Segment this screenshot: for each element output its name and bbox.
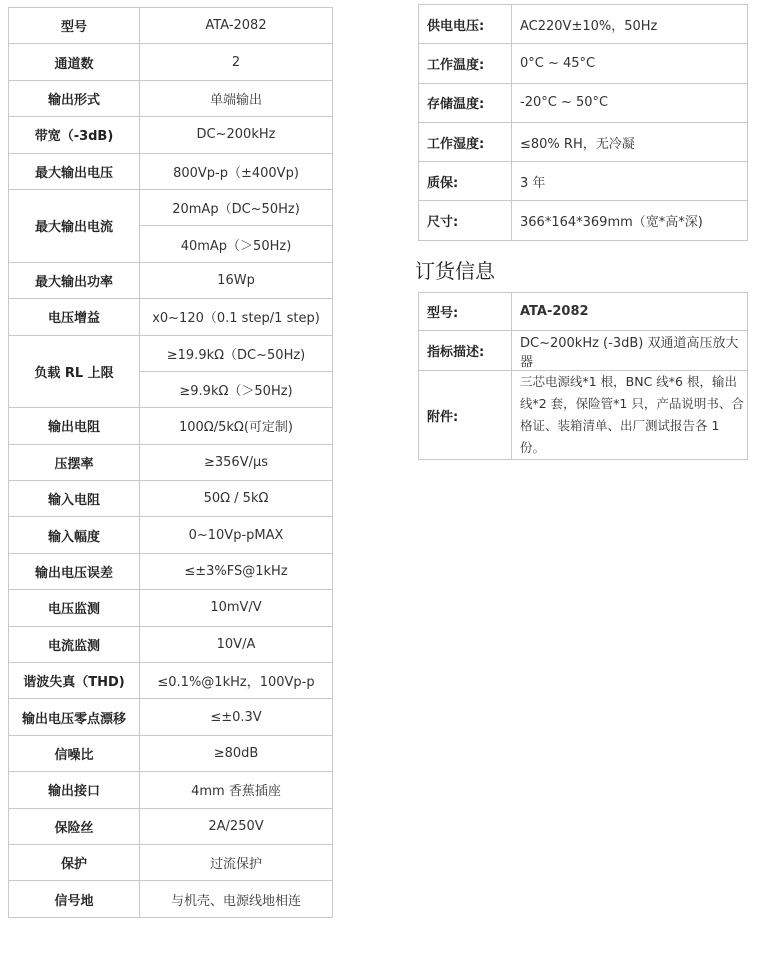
spec-row-fuse bbox=[9, 808, 333, 844]
spec-row-load bbox=[9, 335, 333, 371]
env-row-operating-temp bbox=[419, 44, 748, 83]
spec-value: 4mm 香蕉插座 bbox=[140, 772, 333, 808]
env-row-dimensions bbox=[419, 201, 748, 240]
spec-value: ≤±3%FS@1kHz bbox=[140, 553, 333, 589]
spec-row-zero-drift bbox=[9, 699, 333, 735]
spec-label: 输出电阻 bbox=[9, 408, 140, 444]
order-info-table bbox=[418, 292, 748, 460]
spec-row-output-form bbox=[9, 80, 333, 116]
spec-value: ≥356V/μs bbox=[140, 444, 333, 480]
spec-label: 保护 bbox=[9, 844, 140, 880]
order-row-description bbox=[419, 331, 748, 371]
env-row-power bbox=[419, 5, 748, 44]
order-value: ATA-2082 bbox=[512, 293, 748, 331]
env-value: -20°C ~ 50°C bbox=[512, 83, 748, 122]
spec-label: 输入幅度 bbox=[9, 517, 140, 553]
env-value: 366*164*369mm（宽*高*深) bbox=[512, 201, 748, 240]
spec-row-input-resistance bbox=[9, 481, 333, 517]
spec-value: ATA-2082 bbox=[140, 8, 333, 44]
spec-value: 10V/A bbox=[140, 626, 333, 662]
spec-label: 型号 bbox=[9, 8, 140, 44]
spec-value: 与机壳、电源线地相连 bbox=[140, 881, 333, 917]
env-value: 3 年 bbox=[512, 162, 748, 201]
env-label: 工作温度: bbox=[419, 44, 512, 83]
order-row-accessories bbox=[419, 371, 748, 460]
spec-value: 单端输出 bbox=[140, 80, 333, 116]
spec-value: 过流保护 bbox=[140, 844, 333, 880]
spec-label: 通道数 bbox=[9, 44, 140, 80]
spec-label: 压摆率 bbox=[9, 444, 140, 480]
spec-row-max-current bbox=[9, 189, 333, 225]
spec-label: 电压监测 bbox=[9, 590, 140, 626]
spec-row-thd bbox=[9, 663, 333, 699]
spec-row-voltage-error bbox=[9, 553, 333, 589]
spec-label: 保险丝 bbox=[9, 808, 140, 844]
spec-value: 50Ω / 5kΩ bbox=[140, 481, 333, 517]
env-label: 工作湿度: bbox=[419, 122, 512, 161]
spec-label: 最大输出功率 bbox=[9, 262, 140, 298]
env-row-storage-temp bbox=[419, 83, 748, 122]
spec-label: 信噪比 bbox=[9, 735, 140, 771]
order-value: 三芯电源线*1 根，BNC 线*6 根，输出线*2 套，保险管*1 只，产品说明书、合格证、装箱清单、出厂测试报告各 1 份。 bbox=[512, 371, 748, 460]
spec-value: ≤±0.3V bbox=[140, 699, 333, 735]
spec-table bbox=[8, 7, 333, 918]
env-row-humidity bbox=[419, 122, 748, 161]
order-row-model bbox=[419, 293, 748, 331]
spec-value: 16Wp bbox=[140, 262, 333, 298]
spec-row-current-monitor bbox=[9, 626, 333, 662]
spec-label: 最大输出电流 bbox=[9, 189, 140, 262]
spec-row-snr bbox=[9, 735, 333, 771]
spec-value: ≥19.9kΩ（DC~50Hz) bbox=[140, 335, 333, 371]
spec-row-gain bbox=[9, 299, 333, 335]
env-value: ≤80% RH，无冷凝 bbox=[512, 122, 748, 161]
env-value: 0°C ~ 45°C bbox=[512, 44, 748, 83]
spec-value: 800Vp-p（±400Vp) bbox=[140, 153, 333, 189]
spec-row-voltage-monitor bbox=[9, 590, 333, 626]
spec-row-slew-rate bbox=[9, 444, 333, 480]
spec-value: ≤0.1%@1kHz，100Vp-p bbox=[140, 663, 333, 699]
env-value: AC220V±10%，50Hz bbox=[512, 5, 748, 44]
spec-value: 2 bbox=[140, 44, 333, 80]
spec-row-max-voltage bbox=[9, 153, 333, 189]
spec-label: 负载 RL 上限 bbox=[9, 335, 140, 408]
spec-value: x0~120（0.1 step/1 step) bbox=[140, 299, 333, 335]
spec-row-max-power bbox=[9, 262, 333, 298]
spec-label: 输出电压零点漂移 bbox=[9, 699, 140, 735]
spec-row-model bbox=[9, 8, 333, 44]
spec-row-signal-ground bbox=[9, 881, 333, 917]
spec-value: 100Ω/5kΩ(可定制) bbox=[140, 408, 333, 444]
spec-label: 电流监测 bbox=[9, 626, 140, 662]
spec-row-output-resistance bbox=[9, 408, 333, 444]
spec-row-input-amplitude bbox=[9, 517, 333, 553]
environment-table bbox=[418, 4, 748, 241]
env-row-warranty bbox=[419, 162, 748, 201]
spec-row-protection bbox=[9, 844, 333, 880]
spec-label: 输出电压误差 bbox=[9, 553, 140, 589]
spec-label: 输出接口 bbox=[9, 772, 140, 808]
order-label: 型号: bbox=[419, 293, 512, 331]
spec-row-output-port bbox=[9, 772, 333, 808]
spec-label: 最大输出电压 bbox=[9, 153, 140, 189]
order-label: 指标描述: bbox=[419, 331, 512, 371]
spec-value: ≥80dB bbox=[140, 735, 333, 771]
spec-label: 信号地 bbox=[9, 881, 140, 917]
spec-value: DC~200kHz bbox=[140, 117, 333, 153]
spec-label: 谐波失真（THD) bbox=[9, 663, 140, 699]
order-label: 附件: bbox=[419, 371, 512, 460]
order-info-heading: 订货信息 bbox=[415, 259, 495, 283]
spec-row-channels bbox=[9, 44, 333, 80]
env-label: 供电电压: bbox=[419, 5, 512, 44]
spec-value: 0~10Vp-pMAX bbox=[140, 517, 333, 553]
env-label: 存储温度: bbox=[419, 83, 512, 122]
spec-label: 输入电阻 bbox=[9, 481, 140, 517]
spec-row-bandwidth bbox=[9, 117, 333, 153]
spec-label: 电压增益 bbox=[9, 299, 140, 335]
spec-value: ≥9.9kΩ（＞50Hz) bbox=[140, 371, 333, 407]
spec-value: 10mV/V bbox=[140, 590, 333, 626]
env-label: 质保: bbox=[419, 162, 512, 201]
spec-value: 40mAp（＞50Hz) bbox=[140, 226, 333, 262]
spec-label: 带宽（-3dB) bbox=[9, 117, 140, 153]
env-label: 尺寸: bbox=[419, 201, 512, 240]
spec-label: 输出形式 bbox=[9, 80, 140, 116]
spec-value: 20mAp（DC~50Hz) bbox=[140, 189, 333, 225]
spec-value: 2A/250V bbox=[140, 808, 333, 844]
order-value: DC~200kHz (-3dB) 双通道高压放大器 bbox=[512, 331, 748, 371]
